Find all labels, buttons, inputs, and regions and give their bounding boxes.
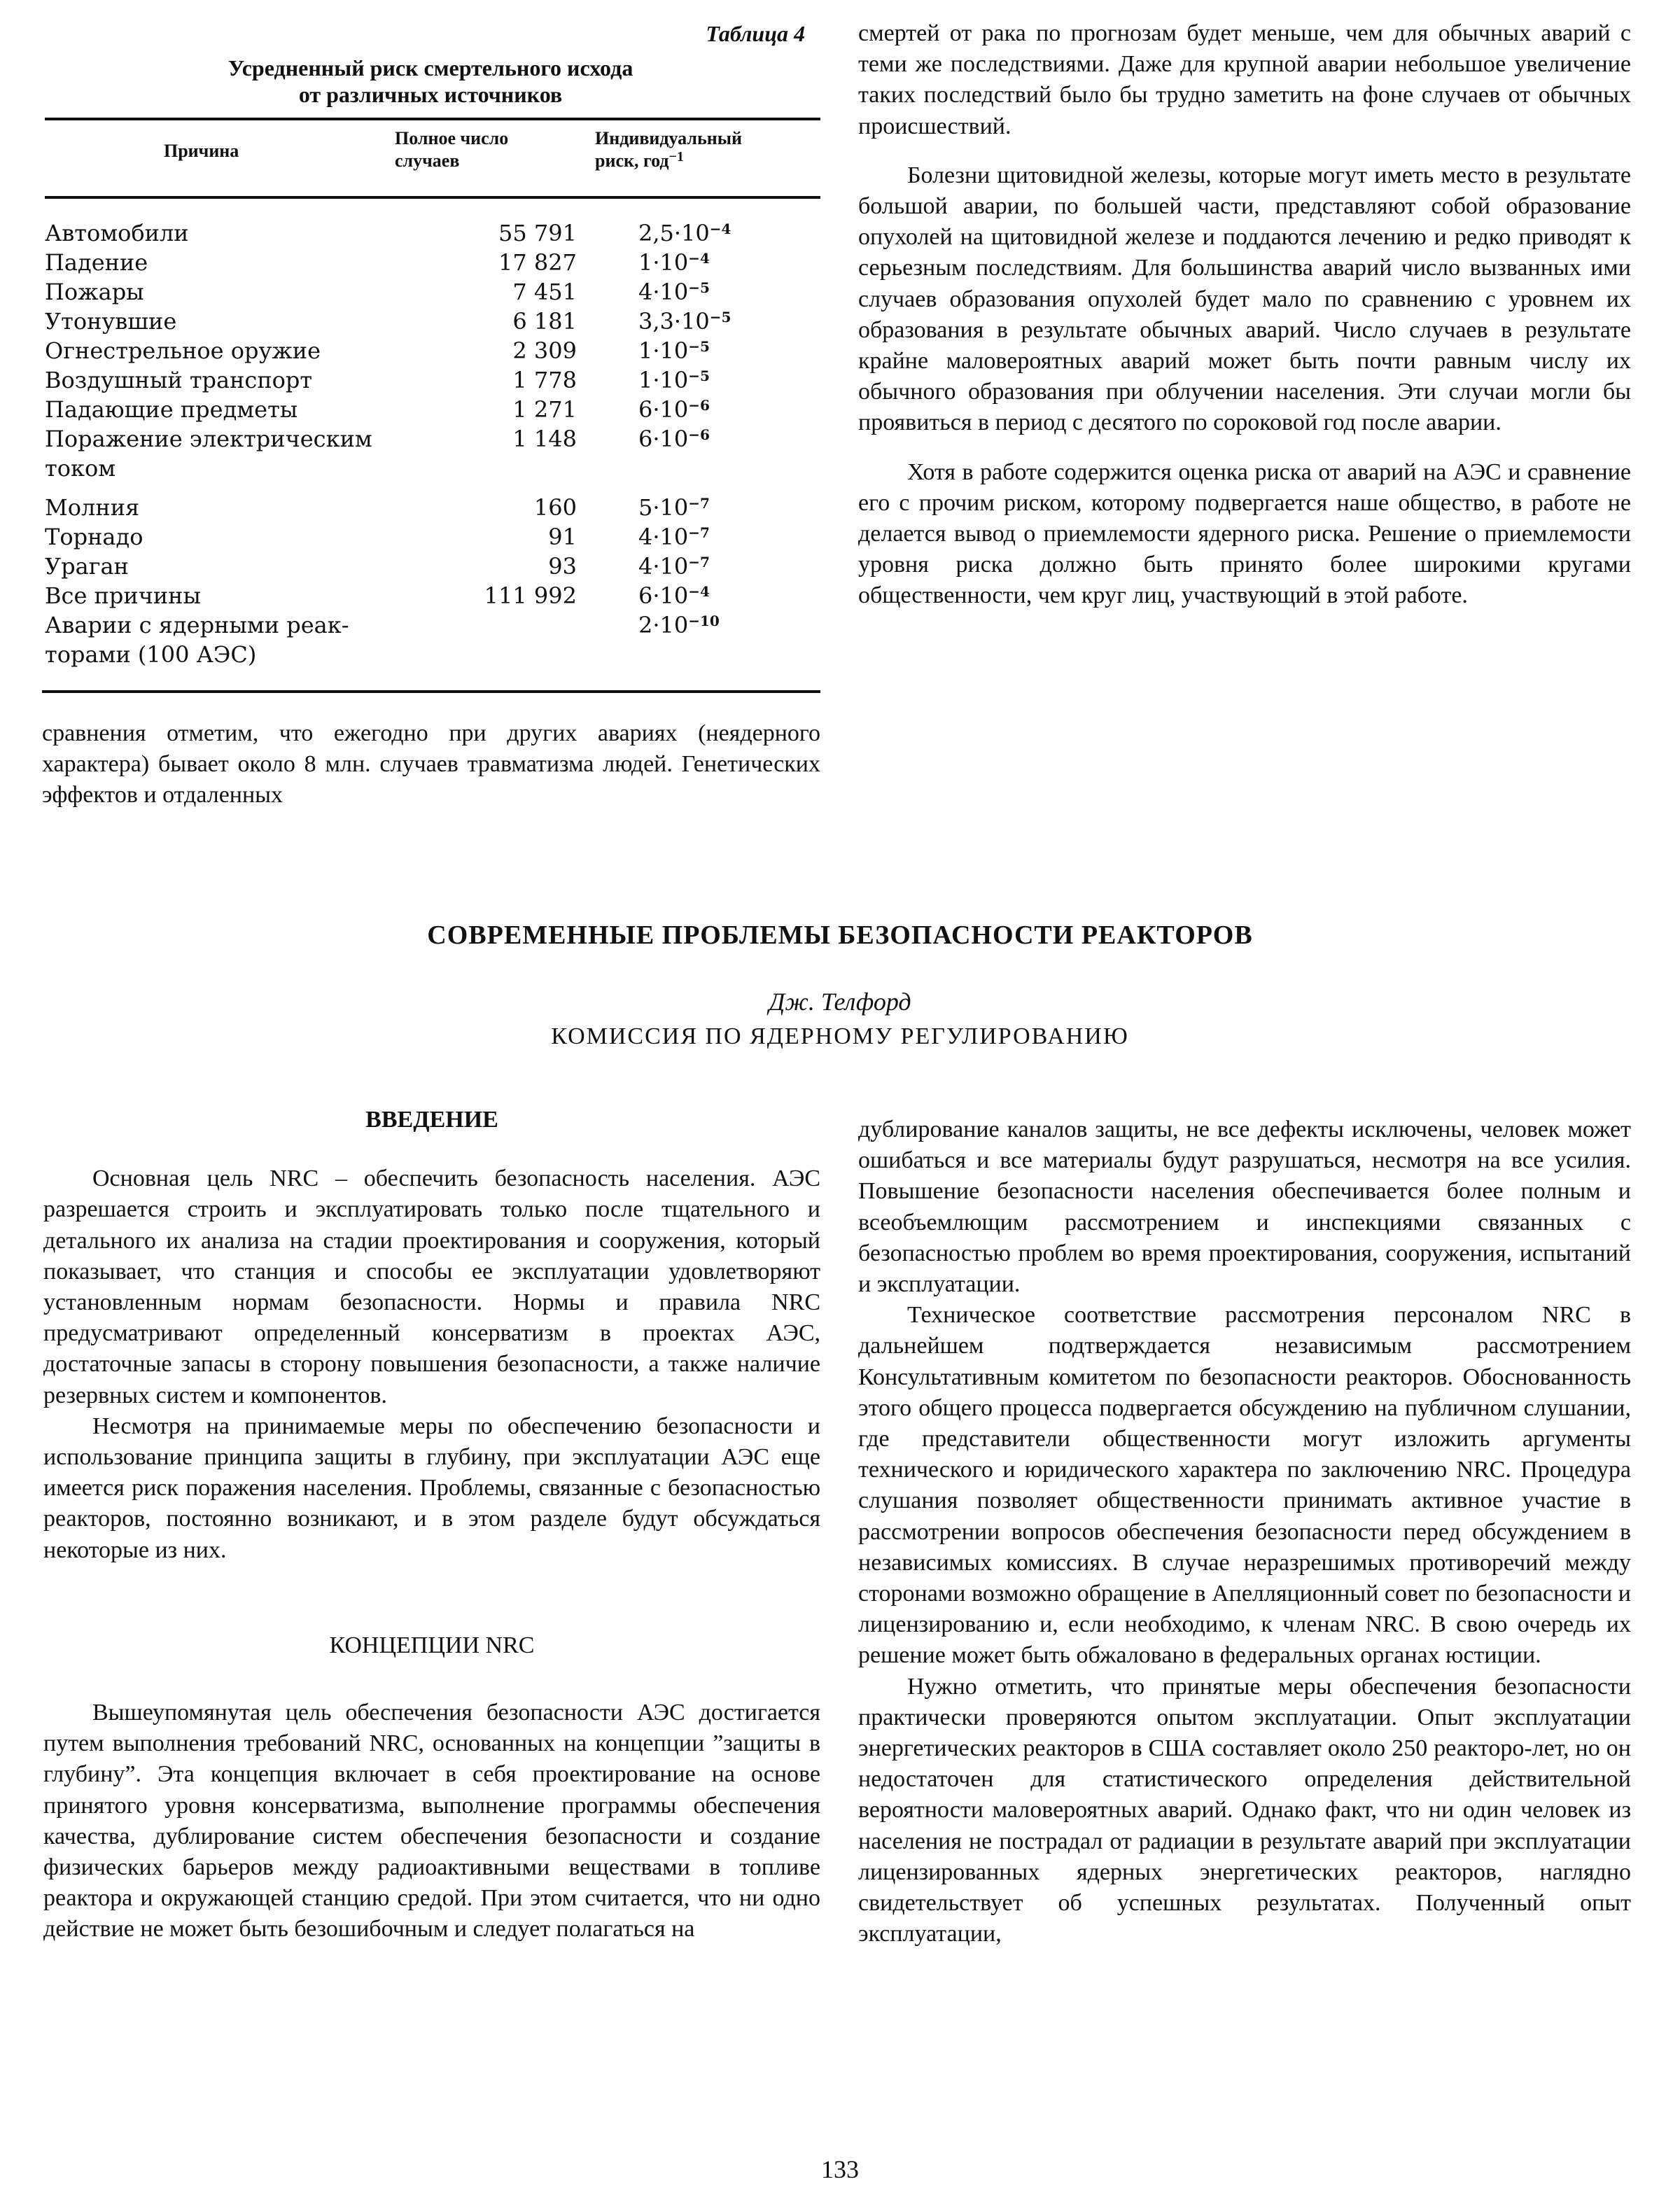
risk-base: 4·10 [638, 524, 689, 550]
paragraph: Нужно отметить, что принятые меры обеспечения безопасности практически проверяются опытом эксплуатации. Опыт эксплуатации энергетических реакторов в США составляет около 250 реакторо-лет, но он недостаточен для статистического определения действительной вероятности маловероятных аварий. Однако факт, что ни один человек из населения не пострадал от радиации в результате аварий при эксплуатации лицензированных ядерных энергетических реакторов, наглядно свидетельствует об успешных результатах. Полученный опыт эксплуатации, [858, 1673, 1631, 1947]
table-row [45, 581, 820, 610]
table-row [45, 365, 820, 395]
cause-text: Ураган [45, 553, 129, 580]
header-risk [595, 127, 742, 172]
risk-base: 2,5·10 [638, 220, 710, 246]
total-value: 160 [533, 494, 577, 521]
total-value: 6 181 [512, 308, 577, 335]
cell-total [402, 610, 577, 669]
cell-risk [577, 336, 820, 365]
risk-base: 1·10 [638, 249, 689, 276]
cell-risk [577, 488, 820, 522]
total-value: 91 [548, 524, 577, 550]
cell-cause [45, 581, 402, 610]
table-row [45, 218, 820, 248]
risk-exponent: −7 [688, 524, 710, 541]
header-total-line1: Полное число [395, 128, 509, 148]
paragraph: Вышеупомянутая цель обеспечения безопасности АЭС достигается путем выполнения требований NRC, основанных на концепции ”защиты в глубину”. Эта концепция включает в себя проектирование на основе принятого уровня консерватизма, выполнение программы обеспечения качества, дублирование систем обеспечения безопасности и создание физических барьеров между радиоактивными веществами в топливе реактора и окружающей станцию средой. При этом считается, что ни одно действие не может быть безошибочным и следует полагаться на [43, 1700, 820, 1942]
risk-exponent: −5 [688, 279, 710, 296]
paragraph: Техническое соответствие рассмотрения персоналом NRC в дальнейшем подтверждается независимым рассмотрением Консультативным комитетом по безопасности реакторов. Обоснованность этого общего процесса подвергается обсуждению на публичном слушании, где представители общественности могут изложить аргументы технического и юридического характера по заключению NRC. Процедура слушания позволяет общественности принимать активное участие в рассмотрении вопросов обеспечения безопасности перед обсуждением в независимых комиссиях. В случае неразрешимых противоречий между сторонами возможно обращение в Апелляционный совет по безопасности и лицензированию и, если необходимо, к членам NRC. В свою очередь их решение может быть обжаловано в федеральных органах юстиции. [858, 1302, 1631, 1669]
page-number: 133 [821, 2155, 859, 2183]
total-value: 55 791 [498, 220, 577, 246]
cell-total [402, 336, 577, 365]
total-value: 1 778 [512, 367, 577, 393]
article-organization: КОМИССИЯ ПО ЯДЕРНОМУ РЕГУЛИРОВАНИЮ [551, 1023, 1129, 1049]
cell-cause [45, 307, 402, 336]
risk-base: 4·10 [638, 553, 689, 580]
total-value: 93 [548, 553, 577, 580]
risk-table [45, 218, 820, 669]
cell-total [402, 277, 577, 307]
cell-cause [45, 218, 402, 248]
cell-total [402, 395, 577, 424]
cell-total [402, 365, 577, 395]
cause-text: Поражение электрическим [45, 426, 372, 452]
table-row [45, 395, 820, 424]
cell-cause [45, 552, 402, 581]
table-row [45, 336, 820, 365]
table-row [45, 552, 820, 581]
header-total-line2: случаев [395, 150, 460, 171]
cell-total [402, 218, 577, 248]
table-row [45, 610, 820, 669]
header-total [395, 127, 508, 172]
paragraph: смертей от рака по прогнозам будет меньше, чем для обычных аварий с теми же последствиями. Даже для крупной аварии небольшое увеличение таких последствий было бы трудно заметить на фоне случаев от обычных происшествий. [858, 20, 1631, 139]
cause-text: Молния [45, 494, 140, 521]
total-value: 1 148 [512, 426, 577, 452]
header-risk-exp: −1 [668, 149, 684, 164]
cause-text: Торнадо [45, 524, 144, 550]
header-risk-unit: риск, год [595, 150, 669, 171]
cell-risk [577, 395, 820, 424]
total-value: 2 309 [512, 337, 577, 364]
table-row [45, 424, 820, 488]
cell-cause [45, 336, 402, 365]
cell-total [402, 522, 577, 552]
cell-risk [577, 277, 820, 307]
cell-total [402, 552, 577, 581]
cell-total [402, 488, 577, 522]
paragraph: Болезни щитовидной железы, которые могут иметь место в результате большой аварии, по большей части, представляют собой образование опухолей на щитовидной железе и поддаются лечению и редко приводят к серьезным последствиям. Для большинства аварий число вызванных ими случаев образования опухолей будет мало по сравнению с уровнем их образования в результате обычных аварий. Число случаев в результате крайне маловероятных аварий может быть почти равным числу их обычного образования при облучении населения. Эти случаи могли бы проявиться в период с десятого по сороковой год после аварии. [858, 162, 1631, 436]
risk-base: 6·10 [638, 396, 689, 423]
paragraph: Хотя в работе содержится оценка риска от аварий на АЭС и сравнение его с прочим риском, которому подвергается наше общество, в работе не делается вывод о приемлемости ядерного риска. Решение о приемлемости уровня риска должно быть принято более широкими кругами общественности, чем круг лиц, участвующий в этой работе. [858, 458, 1631, 609]
table-row [45, 488, 820, 522]
risk-base: 4·10 [638, 279, 689, 305]
right-top-column [858, 18, 1631, 612]
cell-cause [45, 522, 402, 552]
cell-risk [577, 365, 820, 395]
cell-cause [45, 248, 402, 277]
table-row [45, 307, 820, 336]
cause-text: Утонувшие [45, 308, 177, 335]
risk-base: 3,3·10 [638, 308, 710, 335]
cell-risk [577, 581, 820, 610]
header-cause: Причина [164, 141, 239, 161]
cell-risk [577, 248, 820, 277]
risk-base: 2·10 [638, 612, 689, 638]
risk-exponent: −5 [688, 338, 710, 355]
header-risk-line1: Индивидуальный [595, 128, 742, 148]
cause-text-cont: торами (100 АЭС) [45, 641, 257, 668]
right-bottom-column [858, 1114, 1631, 1949]
cell-total [402, 581, 577, 610]
table-header-rule [45, 196, 820, 199]
risk-exponent: −4 [688, 583, 710, 600]
cause-text: Огнестрельное оружие [45, 337, 321, 364]
paragraph: сравнения отметим, что ежегодно при других авариях (неядерного характера) бывает около 8 млн. случаев травматизма людей. Генетических эффектов и отдаленных [42, 720, 820, 808]
cell-cause [45, 488, 402, 522]
table-title-line2: от различных источников [298, 82, 563, 107]
cell-cause [45, 395, 402, 424]
risk-exponent: −4 [709, 220, 732, 237]
cell-cause [45, 365, 402, 395]
table-row [45, 248, 820, 277]
table-row [45, 277, 820, 307]
total-value: 1 271 [512, 396, 577, 423]
cell-risk [577, 218, 820, 248]
cause-text: Аварии с ядерными реак- [45, 612, 349, 638]
risk-base: 5·10 [638, 494, 689, 521]
cell-cause [45, 610, 402, 669]
section-heading-introduction: ВВЕДЕНИЕ [365, 1107, 498, 1133]
cause-text: Пожары [45, 279, 144, 305]
cause-text: Воздушный транспорт [45, 367, 313, 393]
paragraph: Несмотря на принимаемые меры по обеспечению безопасности и использование принципа защиты в глубину, при эксплуатации АЭС еще имеется риск поражения населения. Проблемы, связанные с безопасностью реакторов, постоянно возникают, и в этом разделе будут обсуждаться некоторые из них. [43, 1413, 820, 1563]
cell-risk [577, 424, 820, 488]
cell-total [402, 424, 577, 488]
article-title: СОВРЕМЕННЫЕ ПРОБЛЕМЫ БЕЗОПАСНОСТИ РЕАКТОРОВ [427, 920, 1253, 950]
total-value: 111 992 [484, 582, 577, 609]
risk-exponent: −6 [688, 397, 710, 414]
table-top-rule [45, 118, 820, 120]
paragraph: Основная цель NRC – обеспечить безопасность населения. АЭС разрешается строить и эксплуатировать только после тщательного и детального их анализа на стадии проектирования и сооружения, который показывает, что станция и способы ее эксплуатации удовлетворяют установленным нормам безопасности. Нормы и правила NRC предусматривают определенный консерватизм в проектах АЭС, достаточные запасы в сторону повышения безопасности, а также наличие резервных систем и компонентов. [43, 1166, 820, 1408]
cell-total [402, 248, 577, 277]
table-bottom-rule [42, 690, 820, 693]
left-bottom-column [43, 1105, 820, 1945]
total-value: 17 827 [498, 249, 577, 276]
risk-base: 1·10 [638, 367, 689, 393]
risk-base: 6·10 [638, 426, 689, 452]
left-top-paragraph-block [42, 718, 820, 811]
risk-exponent: −7 [688, 495, 710, 512]
risk-base: 1·10 [638, 337, 689, 364]
cause-text: Автомобили [45, 220, 189, 246]
table-row [45, 522, 820, 552]
cause-text-cont: током [45, 455, 116, 482]
cell-risk [577, 552, 820, 581]
paragraph: дублирование каналов защиты, не все дефекты исключены, человек может ошибаться и все материалы будут разрушаться, несмотря на все усилия. Повышение безопасности населения обеспечивается более полным и всеобъемлющим рассмотрением и инспекциями связанных с безопасностью проблем во время проектирования, сооружения, испытаний и эксплуатации. [858, 1116, 1631, 1298]
cell-cause [45, 277, 402, 307]
cell-cause [45, 424, 402, 488]
risk-base: 6·10 [638, 582, 689, 609]
cell-risk [577, 610, 820, 669]
cell-risk [577, 307, 820, 336]
header-risk-line2 [595, 150, 742, 172]
risk-exponent: −7 [688, 554, 710, 570]
cause-text: Падение [45, 249, 148, 276]
risk-exponent: −6 [688, 426, 710, 443]
cause-text: Все причины [45, 582, 201, 609]
risk-exponent: −5 [709, 309, 732, 326]
total-value: 7 451 [512, 279, 577, 305]
table-title [42, 55, 819, 108]
risk-exponent: −4 [688, 250, 710, 267]
table-title-line1: Усредненный риск смертельного исхода [227, 55, 634, 80]
table-caption: Таблица 4 [706, 21, 805, 46]
cell-risk [577, 522, 820, 552]
risk-exponent: −10 [688, 612, 720, 629]
cell-total [402, 307, 577, 336]
risk-exponent: −5 [688, 368, 710, 384]
article-author: Дж. Телфорд [769, 988, 911, 1016]
section-heading-nrc-concepts: КОНЦЕПЦИИ NRC [329, 1632, 535, 1658]
cause-text: Падающие предметы [45, 396, 298, 423]
